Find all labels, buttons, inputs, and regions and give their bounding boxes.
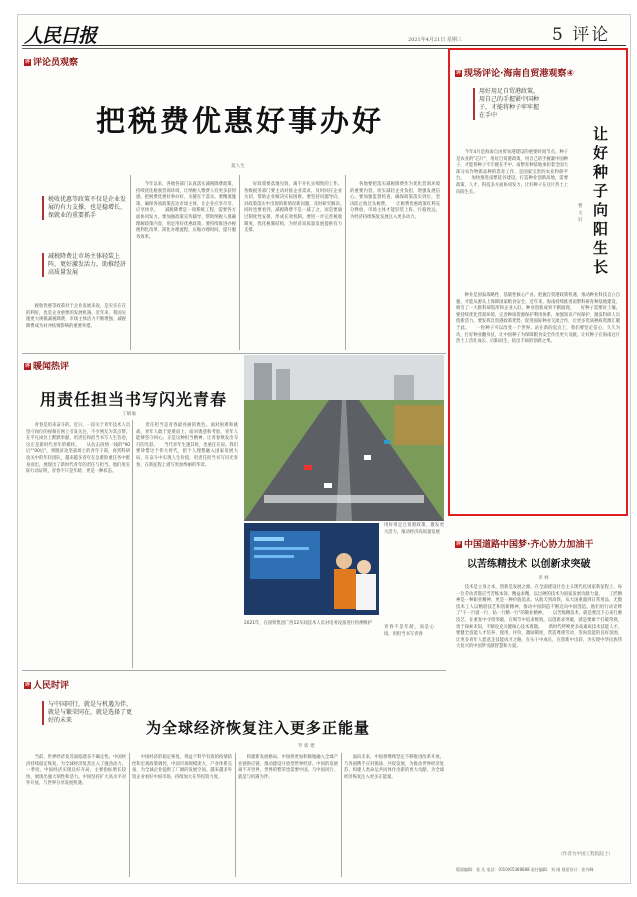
section-bullet-icon: 评 [24, 363, 30, 369]
section-text: 中国道路中国梦·齐心协力加油干 [464, 540, 594, 550]
section-text: 现场评论·海南自贸港观察④ [464, 69, 575, 79]
headline-top: 把税费优惠好事办好 [96, 104, 385, 138]
section-text: 暖闻热评 [33, 362, 70, 372]
section-bullet-icon: 评 [24, 59, 30, 65]
page-name: 评论 [572, 25, 611, 45]
author-right: 曹文轩 [578, 204, 583, 223]
body-text-bottom-col4: 面向未来，中国将继续坚定不移推进改革开放，与各国携手应对挑战、共促发展，为推动世界经济复苏、构建人类命运共同体作出新的更大贡献，为全球经济恢复注入更多正能量。 [344, 755, 444, 780]
masthead-rule [22, 45, 626, 46]
photo-caption-side: 用好用足自贸港政策，激发更大活力，推动经济高质量发展 [384, 523, 444, 535]
body-text-mid-col1: 青春是用来奋斗的。近日，一段关于青年技术人员坚守岗位的视频在网上引发关注，不少网友为其点赞。在平凡岗位上默默奉献，用责任和担当书写人生答卷，这正是新时代青年的模样。 从抗击疫情一线的"90后""00后"，到脱贫攻坚战场上的青年干部，再到科研攻关中的年轻团队，越来越多青年在急难险重任务中挺身而出，展现出了新时代青年的责任与担当。他们用实际行动证明，青春不只是年龄，更是一种状态。 [26, 423, 130, 475]
body-text-mid-col2: 责任担当是青春最亮丽的底色。面对困难和挑战，青年人敢于迎难而上；面对诱惑和考验，青年人能够坚守初心。正是这种担当精神，让青春焕发出夺目的光彩。 当代青年生逢其时，也重任在肩。我们要珍惜这个伟大时代，把个人理想融入国家发展大局，在奋斗中实现人生价值，用责任担当书写闪光青春，在新征程上谱写更加绚丽的华章。 [136, 423, 238, 468]
headline-right: 让好种子向阳生长 [593, 125, 609, 276]
technicians-illustration [244, 523, 379, 615]
body-text-bottom-col3: 构建新发展格局，中国将更加积极地融入全球产业链供应链，推动建设开放型世界经济。中国的发展离不开世界，世界的繁荣也需要中国。与中国同行，就是与机遇为伴。 [238, 755, 338, 780]
section-label-mid [24, 359, 69, 372]
headline-mid: 用责任担当书写闪光青春 [40, 390, 228, 409]
imprint: 版面编辑：张 凡 电话：(010)65368888 责任编辑：刘 刚 视觉设计：张丹峰 [456, 867, 594, 872]
body-text-top-col3: 好政策要落地见效，离不开扎实细致的工作。各级税务部门要主动对接企业需求，及时回应企业关切，帮助企业解决实际困难。要坚持问题导向，对政策落实中出现的新情况新问题，及时研究解决。 同时也要看到，减税降费不是一减了之，而是要通过制度性安排，形成长效机制。要进一步完善税收制度，优化税制结构，为经济高质量发展提供有力支撑。 [244, 182, 351, 234]
section-label-right [455, 66, 574, 79]
body-text-bottom-col2: 中国经济的稳定恢复，得益于科学有效的疫情防控和宏观政策调控。中国市场规模庞大、产业体系完备，为全球企业提供了广阔的发展空间。越来越多外资企业看好中国市场，持续加大在华投资力度。 [132, 755, 232, 780]
author-lower-right: 李 林 [538, 576, 549, 581]
body-text-top-col1: 税收优惠等政策对于企业发展来说，是实实在在的利好，也是企业重要的发展机遇。近年来，我国实施更大规模减税降费，市场主体活力不断增强，减税降费成为对冲疫情影响的重要举措。 [26, 304, 126, 329]
body-text-right-lower: 种业是国家战略性、基础性核心产业。把握自贸港政策机遇，推动种业科技自立自强，才能从源头上保障国家粮食安全。近年来，海南持续推进南繁科研育种基地建设，吸引了一大批科研院所和企业入驻，种业创新成果不断涌现。 好种子需要好土壤。要持续优化营商环境，完善种质资源保护利用体系，加强知识产权保护，激发科研人员创新活力。要发挥自贸港政策优势，促进国际种业交流合作，让更多优质种质资源汇聚于此。 一粒种子可以改变一个世界。站在新的起点上，我们要坚定信心、久久为功，打好种业翻身仗，让中国种子为保障粮食安全作出更大贡献，让好种子在海南这片热土上茁壮成长、向阳而生，结出丰硕的创新之果。 [456, 293, 620, 345]
body-text-right-upper: 今年4月是海南自由贸易港建设的重要时间节点。种子是农业的"芯片"，用好自贸港政策，用自己的手握紧中国种子，才能将种子牢牢握在手中。南繁育种基地承担着全国大部分农作物新品种的选育工作，是国家宝贵的农业科研平台。 加快推进南繁硅谷建设，打造种业创新高地，需要政策、人才、科技多方面协同发力，让好种子在这片热土上向阳生长。 [456, 150, 568, 195]
technicians-photo [244, 523, 379, 615]
footer-lower-right: （作者为中国工程院院士） [558, 852, 614, 857]
section-label-top [24, 55, 78, 68]
small-poem: 青春不是年龄，而是心境，用担当书写青春 [384, 625, 434, 637]
road-scene-illustration [244, 355, 444, 521]
newspaper-page [17, 14, 631, 884]
author-bottom: 罗 新 建 [298, 744, 315, 749]
section-text: 人民时评 [33, 681, 70, 691]
page-number [552, 20, 610, 45]
photo-caption: 2021年，在国铁集团广西12车间技术人员对电务设备进行检测维护 [244, 621, 373, 626]
masthead-date: 2021年4月21日 星期三 [408, 37, 462, 43]
section-bullet-icon: 评 [455, 70, 461, 76]
section-bullet-icon: 评 [455, 541, 461, 547]
headline-bottom: 为全球经济恢复注入更多正能量 [146, 719, 371, 737]
headline-lower-right: 以苦练精技术 以创新求突破 [467, 559, 591, 570]
pull-quote-top-2: 减税降费让市场主体轻装上阵，更好激发活力，助推经济高质量发展 [42, 253, 126, 277]
body-text-top-col4: 各地要把落实减税降费作为优化营商环境的重要内容，切实减轻企业负担，增强发展信心。要加强监督检查，确保政策落实到位，坚决防止收过头税费。 让税费优惠政策红利充分释放，市场主体才能轻装上阵、行稳致远，为经济持续恢复发展注入更多动力。 [350, 182, 440, 220]
section-label-bottom [24, 678, 69, 691]
page-number-digit: 5 [552, 25, 565, 45]
pull-quote-bottom: 与中国同行，就是与机遇为伴，就是与繁荣同在，就是选择了更好的未来 [42, 701, 134, 725]
body-text-lower-right: 技术是立身之本，创新是发展之源。在全面建设社会主义现代化国家新征程上，每一位劳动者都应当苦练本领、精益求精，以过硬的技术为国家发展贡献力量。 工匠精神是一种职业精神，更是一种价值追求。从航天到高铁，从大国重器到日常用品，无数技术工人以精湛技艺和创新精神，推动中国制造不断迈向中国创造。他们用行动诠释了"干一行爱一行、钻一行精一行"的敬业精神。 以苦练精技术，就是要沉下心来打磨技艺，在重复中寻找突破，在细节中追求极致。以创新求突破，就是要敢于打破常规，勇于探索未知，不断攻克关键核心技术难题。 新时代呼唤更多高素质技术技能人才。要健全技能人才培养、使用、评价、激励制度，营造尊重劳动、崇尚技能的良好氛围，让更多青年人愿意走技能成才之路，在实干中成长，在创新中出彩，为实现中华民族伟大复兴的中国梦贡献智慧和力量。 [456, 585, 622, 650]
section-text: 评论员观察 [33, 58, 79, 68]
road-photo [244, 355, 444, 521]
author-top: 夏人生 [231, 164, 245, 169]
pull-quote-top-1: 税收优惠等政策不仅是企业发展的有力支撑，也是稳增长、保就业的重要抓手 [42, 196, 126, 220]
body-text-top-col2: 今年以来，各地各部门认真落实减税降费政策，持续优化税收营商环境，让纳税人缴费人有更多获得感。把税费优惠好事办好，关键在于落实。要精准施策，确保各项政策直达市场主体，让企业应享尽享、应享快享。 减税降费是一项系统工程，需要各方面协同发力。要加强政策宣传辅导，帮助纳税人准确理解政策内容，用足用好优惠政策。要持续推进办税便利化改革，简化办理流程，压缩办理时间，提升服务效率。 [136, 182, 236, 240]
pull-quote-right: 用好用足自贸港政策，用自己的手握紧中国种子，才能将种子牢牢握在手中 [473, 88, 543, 120]
section-bullet-icon: 评 [24, 682, 30, 688]
masthead-logo: 人民日报 [24, 25, 97, 47]
section-label-lower-right [455, 537, 593, 550]
author-mid: 丁晴瑜 [122, 412, 136, 417]
body-text-bottom-col1: 当前，世界经济复苏面临诸多不确定性。中国经济持续稳定恢复，为全球经济复苏注入了强劲动力。一季度，中国经济实现良好开局，主要指标增长较快，展现出强大韧性和活力。中国坚持扩大高水平对外开放，与世界分享发展机遇。 [26, 755, 126, 787]
